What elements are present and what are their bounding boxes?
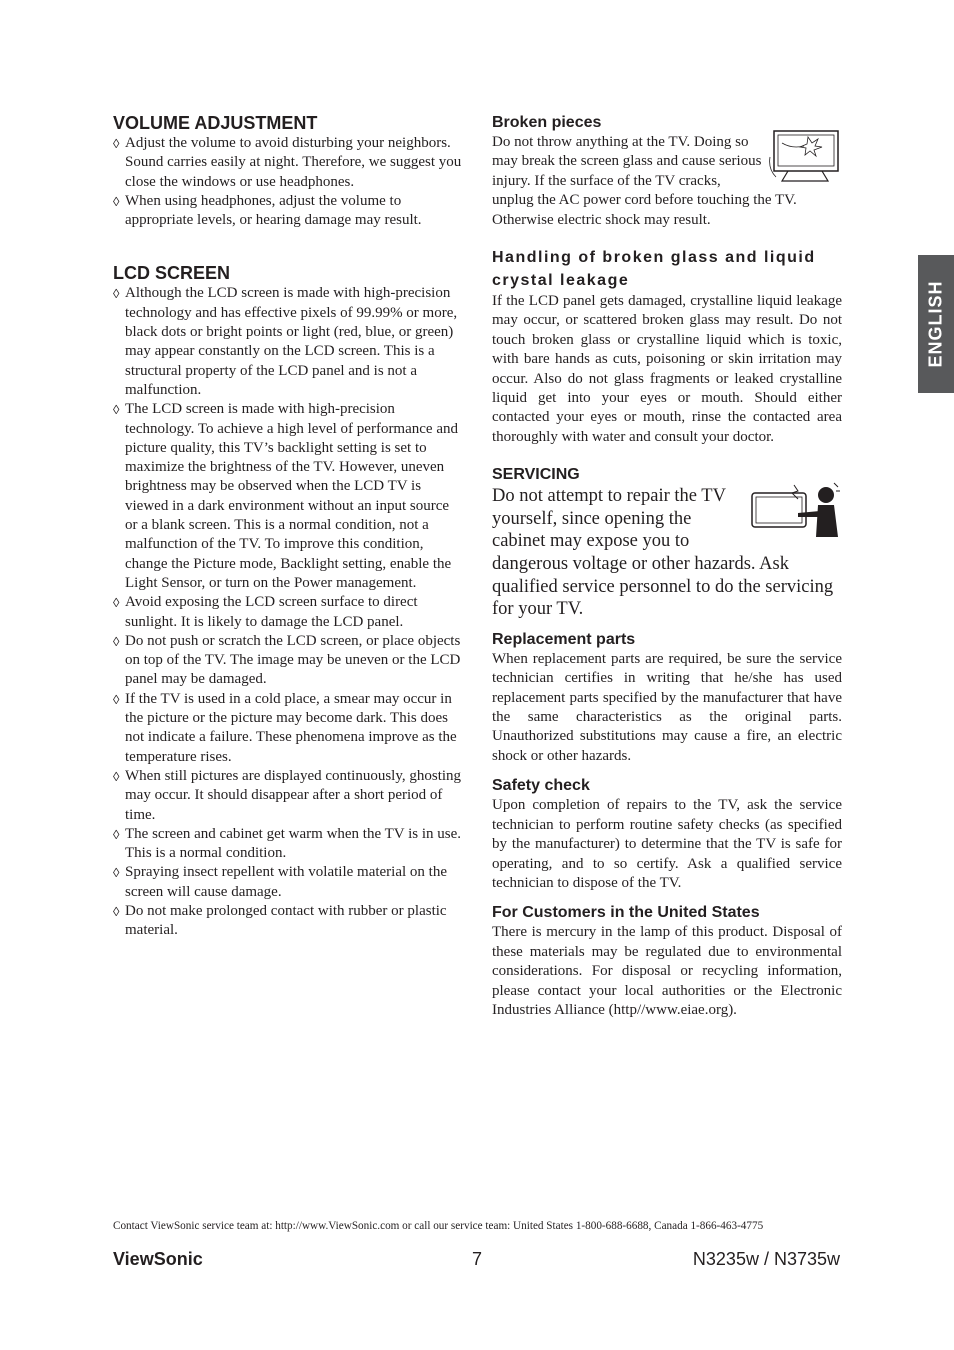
broken-heading: Broken pieces [492, 114, 602, 131]
glass-heading: Handling of broken glass and liquid crystal leakage [492, 249, 816, 290]
lcd-heading: LCD SCREEN [113, 263, 231, 284]
list-item: ◊ The LCD screen is made with high-precision technology. To achieve a high level of performance and picture quality, this TV’s backlight setting is set to maximize the brightness of the TV. However, uneven brightness may be observed when the LCD TV is viewed in a dark environment without an input source or a blank screen. This is a normal condition, not a malfunction of the TV. To improve this condition, change the Picture mode, Backlight setting, enable the Light Sensor, or turn on the Power management. [113, 400, 463, 593]
servicing-illustration [748, 481, 842, 541]
lcd-list [113, 284, 463, 940]
safety-heading: Safety check [492, 777, 590, 795]
broken-tv-illustration [768, 127, 842, 187]
right-column [492, 112, 842, 1020]
contact-line: Contact ViewSonic service team at: http://www.ViewSonic.com or call our service team: United States 1-800-688-6688, Canada 1-866-463-4775 [113, 1220, 764, 1232]
glass-text: If the LCD panel gets damaged, crystalline liquid leakage may occur, or scattered broken glass may result. Do not touch broken glass or crystalline liquid which is toxic, with bare hands as cuts, poisoning or skin irritation may occur. Also do not glass fragments or leaked crystalline liquid get into your eyes or mouth. Should either contacted your eyes or mouth, rinse the contacted area thoroughly with water and consult your doctor. [492, 293, 842, 445]
customers-heading: For Customers in the United States [492, 904, 760, 922]
replacement-text: When replacement parts are required, be sure the service technician certifies in writing that he/she has used replacement parts specified by the manufacturer that have the same characteristics as the original parts. Unauthorized substitutions may cause a fire, an electric shock or other hazards. [492, 650, 842, 764]
servicing-text: Do not attempt to repair the TV yourself, since opening the cabinet may expose you to dangerous voltage or other hazards. Ask qualified service personnel to do the servicing for your TV. [492, 486, 834, 620]
volume-heading: VOLUME ADJUSTMENT [113, 113, 318, 133]
list-item: ◊ When still pictures are displayed continuously, ghosting may occur. It should disappear after a short period of time. [113, 767, 463, 825]
model-number: N3235w / N3735w [692, 1249, 840, 1269]
list-item: ◊ Do not make prolonged contact with rubber or plastic material. [113, 902, 463, 941]
broken-text: Do not throw anything at the TV. Doing so may break the screen glass and cause serious injury. If the surface of the TV cracks, unplug the AC power cord before touching the TV. Otherwise electric shock may result. [492, 134, 797, 228]
list-item: ◊ Avoid exposing the LCD screen surface to direct sunlight. It is likely to damage the LCD panel. [113, 593, 463, 632]
left-column [113, 112, 463, 941]
safety-text: Upon completion of repairs to the TV, ask the service technician to perform routine safety checks (as specified by the manufacturer) to determine that the TV is safe for operating, and to so certify. Ask a qualified service technician to dispose of the TV. [492, 797, 842, 891]
language-tab [918, 255, 954, 393]
language-tab-label: ENGLISH [925, 280, 946, 368]
brand-name: ViewSonic [113, 1249, 203, 1269]
list-item: ◊ Adjust the volume to avoid disturbing your neighbors. Sound carries easily at night. Therefore, we suggest you close the windows or use headphones. [113, 134, 463, 192]
customers-text: There is mercury in the lamp of this product. Disposal of these materials may be regulated due to environmental considerations. For disposal or recycling information, please contact your local authorities or the Electronic Industries Alliance (http//www.eiae.org). [492, 924, 842, 1018]
replacement-heading: Replacement parts [492, 630, 636, 648]
list-item: ◊ The screen and cabinet get warm when the TV is in use. This is a normal condition. [113, 825, 463, 864]
servicing-heading: SERVICING [492, 466, 580, 484]
list-item: ◊ Do not push or scratch the LCD screen, or place objects on top of the TV. The image may be uneven or the LCD panel may be damaged. [113, 632, 463, 690]
volume-list [113, 134, 463, 230]
page-number: 7 [472, 1249, 483, 1269]
list-item: ◊ Although the LCD screen is made with high-precision technology and has effective pixels of 99.99% or more, black dots or bright points or light (red, blue, or green) may appear constantly on the LCD screen. This is a structural property of the LCD panel and is not a malfunction. [113, 284, 463, 400]
list-item: ◊ When using headphones, adjust the volume to appropriate levels, or hearing damage may result. [113, 192, 463, 231]
list-item: ◊ Spraying insect repellent with volatile material on the screen will cause damage. [113, 863, 463, 902]
list-item: ◊ If the TV is used in a cold place, a smear may occur in the picture or the picture may become dark. This does not indicate a failure. These phenomena improve as the temperature rises. [113, 690, 463, 767]
